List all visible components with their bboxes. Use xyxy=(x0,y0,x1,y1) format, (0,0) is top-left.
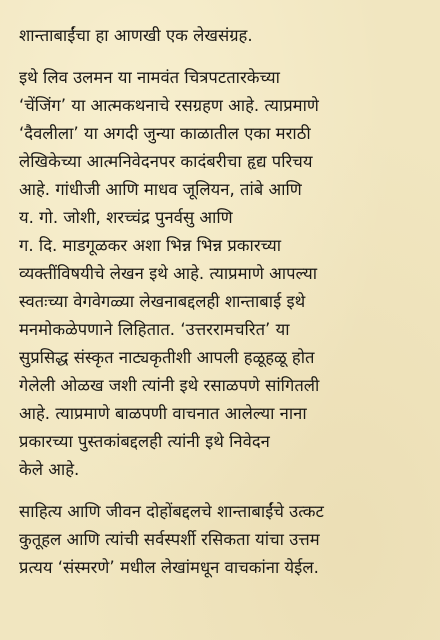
text-line: सुप्रसिद्ध संस्कृत नाट्यकृतीशी आपली हळूहळू होत xyxy=(19,348,315,367)
text-line: स्वतःच्या वेगवेगळ्या लेखनाबद्दलही शान्ताबाई इथे xyxy=(19,292,306,311)
paragraph-conclusion xyxy=(19,498,426,582)
text-line: आहे. त्याप्रमाणे बाळपणी वाचनात आलेल्या नाना xyxy=(19,404,307,423)
text-line: प्रत्यय ‘संस्मरणे’ मधील लेखांमधून वाचकांना येईल. xyxy=(19,558,319,577)
text-line: मनमोकळेपणाने लिहितात. ‘उत्तररामचरित’ या xyxy=(19,320,290,339)
text-line: ग. दि. माडगूळकर अशा भिन्न भिन्न प्रकारच्या xyxy=(19,236,282,255)
text-line: प्रकारच्या पुस्तकांबद्दलही त्यांनी इथे निवेदन xyxy=(19,432,270,451)
text-line: साहित्य आणि जीवन दोहोंबद्दलचे शान्ताबाईंचे उत्कट xyxy=(19,502,324,521)
paragraph-spacer xyxy=(19,50,426,64)
text-line: गेलेली ओळख जशी त्यांनी इथे रसाळपणे सांगितली xyxy=(19,376,320,395)
text-line: लेखिकेच्या आत्मनिवेदनपर कादंबरीचा हृद्य परिचय xyxy=(19,152,313,171)
text-line: य. गो. जोशी, शरच्चंद्र पुनर्वसु आणि xyxy=(19,208,233,227)
text-line: आहे. गांधीजी आणि माधव जूलियन, तांबे आणि xyxy=(19,180,302,199)
text-line: कुतूहल आणि त्यांची सर्वस्पर्शी रसिकता यांचा उत्तम xyxy=(19,530,320,549)
text-line: शान्ताबाईंचा हा आणखी एक लेखसंग्रह. xyxy=(19,26,253,45)
text-line: ‘चेंजिंग’ या आत्मकथनाचे रसग्रहण आहे. त्याप्रमाणे xyxy=(19,96,319,115)
paragraph-intro xyxy=(19,22,426,50)
text-line: ‘दैवलीला’ या अगदी जुन्या काळातील एका मराठी xyxy=(19,124,311,143)
text-line: केले आहे. xyxy=(19,460,80,479)
paragraph-spacer xyxy=(19,484,426,498)
paragraph-contents xyxy=(19,64,426,484)
text-line: व्यक्तींविषयीचे लेखन इथे आहे. त्याप्रमाणे आपल्या xyxy=(19,264,318,283)
text-line: इथे लिव उलमन या नामवंत चित्रपटतारकेच्या xyxy=(19,68,280,87)
